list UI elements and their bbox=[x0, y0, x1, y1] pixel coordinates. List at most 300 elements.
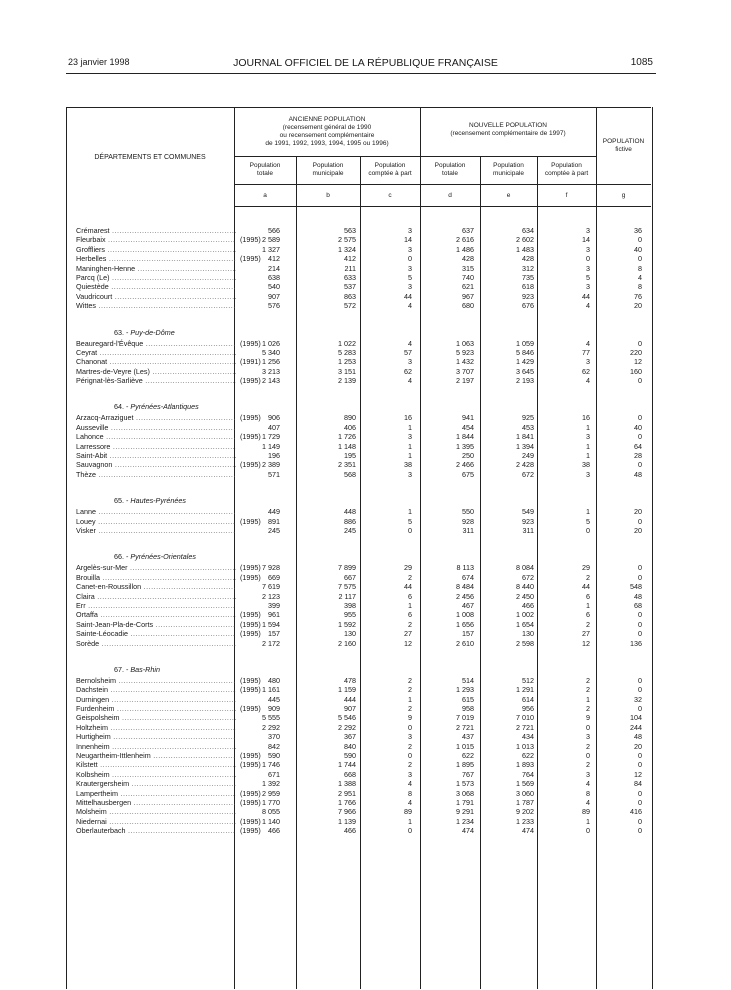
population-cell: 57 bbox=[404, 347, 412, 357]
table-row bbox=[66, 348, 651, 357]
population-cell: 196 bbox=[268, 451, 280, 461]
population-cell: 2 bbox=[408, 741, 412, 751]
population-cell: 1 486 bbox=[456, 244, 474, 254]
commune-name: Kilstett ..... bbox=[76, 760, 236, 769]
population-cell: 3 bbox=[408, 469, 412, 479]
population-cell: 1 bbox=[586, 600, 590, 610]
population-cell: 2 bbox=[586, 704, 590, 714]
col-letter: f bbox=[565, 192, 568, 199]
section-spacer bbox=[66, 385, 651, 401]
table-row bbox=[66, 301, 651, 310]
population-cell: 923 bbox=[522, 291, 534, 301]
commune-name: Claira ..... bbox=[76, 592, 236, 601]
commune-name: Visker ..... bbox=[76, 526, 236, 535]
population-cell: 398 bbox=[344, 600, 356, 610]
population-cell: 1 140 bbox=[262, 816, 280, 826]
census-year: (1995) bbox=[240, 675, 261, 685]
population-cell: 211 bbox=[344, 263, 356, 273]
letters-rule bbox=[234, 206, 651, 207]
population-cell: 0 bbox=[638, 675, 642, 685]
population-cell: 1 791 bbox=[456, 797, 474, 807]
population-cell: 44 bbox=[582, 582, 590, 592]
population-cell: 3 bbox=[408, 282, 412, 292]
table-row bbox=[66, 798, 651, 807]
population-cell: 27 bbox=[582, 629, 590, 639]
population-cell: 740 bbox=[462, 272, 474, 282]
commune-name: Furdenheim ..... bbox=[76, 704, 236, 713]
population-cell: 3 bbox=[586, 432, 590, 442]
population-cell: 466 bbox=[522, 600, 534, 610]
census-year: (1995) bbox=[240, 572, 261, 582]
population-cell: 48 bbox=[634, 469, 642, 479]
population-cell: 7 928 bbox=[262, 563, 280, 573]
population-cell: 590 bbox=[344, 751, 356, 761]
population-cell: 9 bbox=[408, 713, 412, 723]
population-cell: 0 bbox=[638, 704, 642, 714]
population-cell: 5 bbox=[586, 272, 590, 282]
population-cell: 44 bbox=[404, 582, 412, 592]
population-cell: 563 bbox=[344, 226, 356, 235]
commune-table-body bbox=[66, 218, 651, 836]
table-row bbox=[66, 742, 651, 751]
population-cell: 29 bbox=[404, 563, 412, 573]
col-letter: c bbox=[388, 192, 392, 199]
commune-name: Dachstein ..... bbox=[76, 685, 236, 694]
table-row bbox=[66, 376, 651, 385]
population-cell: 2 610 bbox=[456, 638, 474, 648]
population-cell: 2 721 bbox=[456, 722, 474, 732]
population-cell: 1 148 bbox=[338, 441, 356, 451]
commune-name: Hurtigheim ..... bbox=[76, 732, 236, 741]
population-cell: 2 428 bbox=[516, 460, 534, 470]
population-cell: 445 bbox=[268, 694, 280, 704]
population-cell: 5 bbox=[408, 516, 412, 526]
population-cell: 62 bbox=[582, 366, 590, 376]
population-cell: 669 bbox=[268, 572, 280, 582]
population-cell: 634 bbox=[522, 226, 534, 235]
commune-name: Larressore ..... bbox=[76, 442, 236, 451]
population-cell: 370 bbox=[268, 732, 280, 742]
population-cell: 444 bbox=[344, 694, 356, 704]
population-cell: 590 bbox=[268, 751, 280, 761]
departement-name: Pyrénées-Orientales bbox=[130, 552, 196, 562]
departement-name: Pyrénées-Atlantiques bbox=[130, 402, 199, 412]
nouvelle-population-header: NOUVELLE POPULATION (recensement complémentaire de 1997) bbox=[450, 122, 566, 137]
commune-name: Quiestède ..... bbox=[76, 282, 236, 291]
population-cell: 0 bbox=[638, 751, 642, 761]
census-year: (1995) bbox=[240, 816, 261, 826]
population-cell: 1 253 bbox=[338, 357, 356, 367]
population-cell: 437 bbox=[462, 732, 474, 742]
population-cell: 1 392 bbox=[262, 779, 280, 789]
population-cell: 0 bbox=[638, 788, 642, 798]
population-cell: 157 bbox=[462, 629, 474, 639]
population-cell: 1 bbox=[408, 694, 412, 704]
population-cell: 1 059 bbox=[516, 338, 534, 348]
population-cell: 20 bbox=[634, 525, 642, 535]
population-cell: 6 bbox=[586, 591, 590, 601]
population-cell: 1 bbox=[408, 441, 412, 451]
population-cell: 6 bbox=[586, 610, 590, 620]
population-cell: 1 008 bbox=[456, 610, 474, 620]
population-cell: 4 bbox=[586, 301, 590, 311]
population-cell: 1 744 bbox=[338, 760, 356, 770]
population-cell: 62 bbox=[404, 366, 412, 376]
population-cell: 0 bbox=[638, 516, 642, 526]
population-cell: 2 143 bbox=[262, 376, 280, 386]
population-cell: 1 594 bbox=[262, 619, 280, 629]
section-spacer bbox=[66, 311, 651, 327]
population-cell: 406 bbox=[344, 422, 356, 432]
commune-name: Ortaffa ..... bbox=[76, 610, 236, 619]
population-cell: 568 bbox=[344, 469, 356, 479]
table-row bbox=[66, 770, 651, 779]
population-cell: 38 bbox=[582, 460, 590, 470]
population-cell: 89 bbox=[582, 807, 590, 817]
population-cell: 675 bbox=[462, 469, 474, 479]
population-cell: 572 bbox=[344, 301, 356, 311]
commune-name: Niedernai ..... bbox=[76, 817, 236, 826]
population-cell: 0 bbox=[638, 685, 642, 695]
population-cell: 0 bbox=[638, 619, 642, 629]
population-cell: 1 233 bbox=[516, 816, 534, 826]
population-cell: 480 bbox=[268, 675, 280, 685]
population-cell: 3 bbox=[408, 432, 412, 442]
census-year: (1995) bbox=[240, 254, 261, 264]
population-cell: 576 bbox=[268, 301, 280, 311]
population-cell: 130 bbox=[344, 629, 356, 639]
commune-name: Sauvagnon ..... bbox=[76, 460, 236, 469]
population-cell: 2 292 bbox=[262, 722, 280, 732]
commune-name: Wittes ..... bbox=[76, 301, 236, 310]
population-cell: 12 bbox=[634, 357, 642, 367]
commune-name: Krautergersheim ..... bbox=[76, 779, 236, 788]
population-cell: 955 bbox=[344, 610, 356, 620]
census-year: (1995) bbox=[240, 751, 261, 761]
population-cell: 412 bbox=[344, 254, 356, 264]
population-cell: 3 bbox=[408, 226, 412, 235]
population-cell: 1 139 bbox=[338, 816, 356, 826]
population-cell: 4 bbox=[638, 272, 642, 282]
census-year: (1995) bbox=[240, 516, 261, 526]
census-year: (1995) bbox=[240, 704, 261, 714]
population-cell: 412 bbox=[268, 254, 280, 264]
population-cell: 3 bbox=[408, 357, 412, 367]
table-row bbox=[66, 460, 651, 469]
population-cell: 614 bbox=[522, 694, 534, 704]
population-cell: 1 293 bbox=[456, 685, 474, 695]
census-year: (1995) bbox=[240, 610, 261, 620]
section-spacer bbox=[66, 535, 651, 551]
population-cell: 0 bbox=[638, 572, 642, 582]
population-cell: 311 bbox=[522, 525, 534, 535]
population-cell: 0 bbox=[408, 826, 412, 836]
population-cell: 767 bbox=[462, 769, 474, 779]
population-cell: 672 bbox=[522, 572, 534, 582]
population-cell: 1 746 bbox=[262, 760, 280, 770]
population-cell: 1 766 bbox=[338, 797, 356, 807]
table-row bbox=[66, 601, 651, 610]
population-cell: 12 bbox=[404, 638, 412, 648]
population-cell: 4 bbox=[408, 779, 412, 789]
population-cell: 863 bbox=[344, 291, 356, 301]
table-row bbox=[66, 264, 651, 273]
population-cell: 842 bbox=[268, 741, 280, 751]
population-cell: 928 bbox=[462, 516, 474, 526]
population-cell: 130 bbox=[522, 629, 534, 639]
table-row bbox=[66, 292, 651, 301]
population-cell: 1 bbox=[408, 422, 412, 432]
population-cell: 220 bbox=[630, 347, 642, 357]
population-cell: 3 bbox=[586, 263, 590, 273]
census-year: (1995) bbox=[240, 460, 261, 470]
population-cell: 1 bbox=[586, 451, 590, 461]
population-cell: 157 bbox=[268, 629, 280, 639]
population-cell: 1 291 bbox=[516, 685, 534, 695]
population-cell: 1 429 bbox=[516, 357, 534, 367]
population-cell: 672 bbox=[522, 469, 534, 479]
population-cell: 961 bbox=[268, 610, 280, 620]
population-cell: 6 bbox=[408, 591, 412, 601]
population-cell: 925 bbox=[522, 413, 534, 423]
population-cell: 3 bbox=[586, 769, 590, 779]
table-row bbox=[66, 826, 651, 835]
table-row bbox=[66, 676, 651, 685]
population-cell: 923 bbox=[522, 516, 534, 526]
population-cell: 5 bbox=[586, 516, 590, 526]
population-cell: 671 bbox=[268, 769, 280, 779]
col-letter: a bbox=[263, 192, 267, 199]
population-cell: 5 283 bbox=[338, 347, 356, 357]
population-cell: 6 bbox=[408, 610, 412, 620]
journal-title: JOURNAL OFFICIEL DE LA RÉPUBLIQUE FRANÇAISE bbox=[233, 57, 498, 69]
population-cell: 540 bbox=[268, 282, 280, 292]
census-year: (1995) bbox=[240, 432, 261, 442]
commune-name: Lampertheim ..... bbox=[76, 789, 236, 798]
commune-name: Oberlauterbach ..... bbox=[76, 826, 236, 835]
population-cell: 8 055 bbox=[262, 807, 280, 817]
population-cell: 407 bbox=[268, 422, 280, 432]
commune-name: Geispolsheim ..... bbox=[76, 713, 236, 722]
census-year: (1995) bbox=[240, 563, 261, 573]
population-cell: 886 bbox=[344, 516, 356, 526]
population-cell: 1 bbox=[408, 451, 412, 461]
population-cell: 2 bbox=[586, 760, 590, 770]
population-cell: 0 bbox=[638, 376, 642, 386]
section-spacer bbox=[66, 479, 651, 495]
table-row bbox=[66, 620, 651, 629]
commune-name: Crémarest ..... bbox=[76, 226, 236, 235]
population-cell: 48 bbox=[634, 732, 642, 742]
population-cell: 44 bbox=[582, 291, 590, 301]
population-cell: 89 bbox=[404, 807, 412, 817]
population-cell: 44 bbox=[404, 291, 412, 301]
population-cell: 0 bbox=[638, 413, 642, 423]
census-year: (1995) bbox=[240, 760, 261, 770]
population-cell: 638 bbox=[268, 272, 280, 282]
census-year: (1995) bbox=[240, 685, 261, 695]
population-cell: 0 bbox=[586, 826, 590, 836]
population-cell: 4 bbox=[408, 376, 412, 386]
commune-name: Saint-Abit ..... bbox=[76, 451, 236, 460]
population-cell: 9 202 bbox=[516, 807, 534, 817]
table-row bbox=[66, 357, 651, 366]
table-row bbox=[66, 367, 651, 376]
table-row bbox=[66, 582, 651, 591]
table-row bbox=[66, 470, 651, 479]
commune-name: Lahonce ..... bbox=[76, 432, 236, 441]
population-cell: 549 bbox=[522, 507, 534, 517]
population-cell: 7 575 bbox=[338, 582, 356, 592]
population-cell: 622 bbox=[462, 751, 474, 761]
population-cell: 1 002 bbox=[516, 610, 534, 620]
col-d-header: Population totale bbox=[434, 162, 466, 177]
departement-heading bbox=[66, 495, 651, 507]
population-cell: 621 bbox=[462, 282, 474, 292]
commune-name: Argelès-sur-Mer ..... bbox=[76, 563, 236, 572]
population-cell: 5 340 bbox=[262, 347, 280, 357]
population-cell: 399 bbox=[268, 600, 280, 610]
population-cell: 8 113 bbox=[456, 563, 474, 573]
population-cell: 1 bbox=[586, 441, 590, 451]
population-cell: 104 bbox=[630, 713, 642, 723]
commune-name: Ceyrat ..... bbox=[76, 348, 236, 357]
census-year: (1995) bbox=[240, 788, 261, 798]
population-cell: 8 bbox=[586, 788, 590, 798]
departement-number: 66. - bbox=[114, 552, 129, 562]
population-cell: 633 bbox=[344, 272, 356, 282]
population-cell: 4 bbox=[408, 338, 412, 348]
population-cell: 967 bbox=[462, 291, 474, 301]
population-cell: 12 bbox=[634, 769, 642, 779]
population-cell: 20 bbox=[634, 507, 642, 517]
commune-name: Durningen ..... bbox=[76, 695, 236, 704]
table-row bbox=[66, 235, 651, 244]
population-cell: 8 bbox=[638, 263, 642, 273]
table-row bbox=[66, 573, 651, 582]
population-cell: 2 123 bbox=[262, 591, 280, 601]
population-cell: 8 bbox=[408, 788, 412, 798]
ancienne-population-header: ANCIENNE POPULATION (recensement général de 1990 ou recensement complémentaire de 1991, 1992, 1993, 1994, 1995 ou 1996) bbox=[265, 116, 389, 147]
commune-name: Thèze ..... bbox=[76, 470, 236, 479]
population-cell: 14 bbox=[404, 235, 412, 245]
commune-name: Chanonat ..... bbox=[76, 357, 236, 366]
commune-name: Innenheim ..... bbox=[76, 742, 236, 751]
population-cell: 514 bbox=[462, 675, 474, 685]
population-cell: 2 bbox=[408, 760, 412, 770]
population-cell: 3 bbox=[586, 244, 590, 254]
col-b-header: Population municipale bbox=[312, 162, 344, 177]
departement-heading bbox=[66, 664, 651, 676]
population-cell: 16 bbox=[404, 413, 412, 423]
section-spacer bbox=[66, 648, 651, 664]
population-cell: 7 619 bbox=[262, 582, 280, 592]
table-row bbox=[66, 339, 651, 348]
population-cell: 3 bbox=[586, 282, 590, 292]
population-cell: 637 bbox=[462, 226, 474, 235]
population-cell: 249 bbox=[522, 451, 534, 461]
population-cell: 1 844 bbox=[456, 432, 474, 442]
commune-name: Pérignat-lès-Sarliève ..... bbox=[76, 376, 236, 385]
population-cell: 2 292 bbox=[338, 722, 356, 732]
population-cell: 1 bbox=[586, 422, 590, 432]
population-cell: 3 645 bbox=[516, 366, 534, 376]
population-cell: 4 bbox=[586, 797, 590, 807]
col-c-header: Population comptée à part bbox=[368, 162, 412, 177]
population-cell: 1 483 bbox=[516, 244, 534, 254]
table-row bbox=[66, 695, 651, 704]
population-cell: 40 bbox=[634, 244, 642, 254]
population-cell: 0 bbox=[586, 722, 590, 732]
table-row bbox=[66, 779, 651, 788]
population-cell: 32 bbox=[634, 694, 642, 704]
population-cell: 2 456 bbox=[456, 591, 474, 601]
col-letter: d bbox=[448, 192, 452, 199]
population-cell: 2 951 bbox=[338, 788, 356, 798]
population-cell: 0 bbox=[638, 432, 642, 442]
census-year: (1995) bbox=[240, 413, 261, 423]
population-cell: 890 bbox=[344, 413, 356, 423]
population-cell: 449 bbox=[268, 507, 280, 517]
departement-number: 63. - bbox=[114, 327, 129, 337]
population-cell: 1 787 bbox=[516, 797, 534, 807]
table-row bbox=[66, 789, 651, 798]
population-cell: 466 bbox=[344, 826, 356, 836]
population-cell: 2 bbox=[408, 619, 412, 629]
population-cell: 566 bbox=[268, 226, 280, 235]
population-cell: 311 bbox=[462, 525, 474, 535]
col-e-header: Population municipale bbox=[492, 162, 525, 177]
population-cell: 29 bbox=[582, 563, 590, 573]
population-cell: 674 bbox=[462, 572, 474, 582]
population-cell: 0 bbox=[408, 254, 412, 264]
population-cell: 0 bbox=[638, 629, 642, 639]
population-cell: 36 bbox=[634, 226, 642, 235]
population-cell: 571 bbox=[268, 469, 280, 479]
population-cell: 428 bbox=[462, 254, 474, 264]
departement-name: Puy-de-Dôme bbox=[130, 327, 175, 337]
population-cell: 1 bbox=[408, 507, 412, 517]
population-cell: 77 bbox=[582, 347, 590, 357]
population-cell: 0 bbox=[408, 525, 412, 535]
population-cell: 3 707 bbox=[456, 366, 474, 376]
table-row bbox=[66, 273, 651, 282]
population-cell: 9 bbox=[586, 713, 590, 723]
col-f-header: Population comptée à part bbox=[544, 162, 589, 177]
population-cell: 245 bbox=[344, 525, 356, 535]
population-cell: 2 197 bbox=[456, 376, 474, 386]
population-cell: 1 bbox=[586, 694, 590, 704]
population-cell: 7 010 bbox=[516, 713, 534, 723]
commune-name: Beauregard-l'Évêque ..... bbox=[76, 339, 236, 348]
census-year: (1995) bbox=[240, 376, 261, 386]
col-letter: g bbox=[621, 192, 626, 199]
commune-name: Fleurbaix ..... bbox=[76, 235, 236, 244]
population-cell: 906 bbox=[268, 413, 280, 423]
population-cell: 14 bbox=[582, 235, 590, 245]
population-cell: 1 654 bbox=[516, 619, 534, 629]
table-row bbox=[66, 451, 651, 460]
census-year: (1991) bbox=[240, 357, 261, 367]
publication-date: 23 janvier 1998 bbox=[68, 57, 130, 67]
population-cell: 448 bbox=[344, 507, 356, 517]
table-row bbox=[66, 807, 651, 816]
population-cell: 2 139 bbox=[338, 376, 356, 386]
table-row bbox=[66, 732, 651, 741]
population-cell: 4 bbox=[586, 779, 590, 789]
population-cell: 2 575 bbox=[338, 235, 356, 245]
commune-name: Saint-Jean-Pla-de-Corts ..... bbox=[76, 620, 236, 629]
